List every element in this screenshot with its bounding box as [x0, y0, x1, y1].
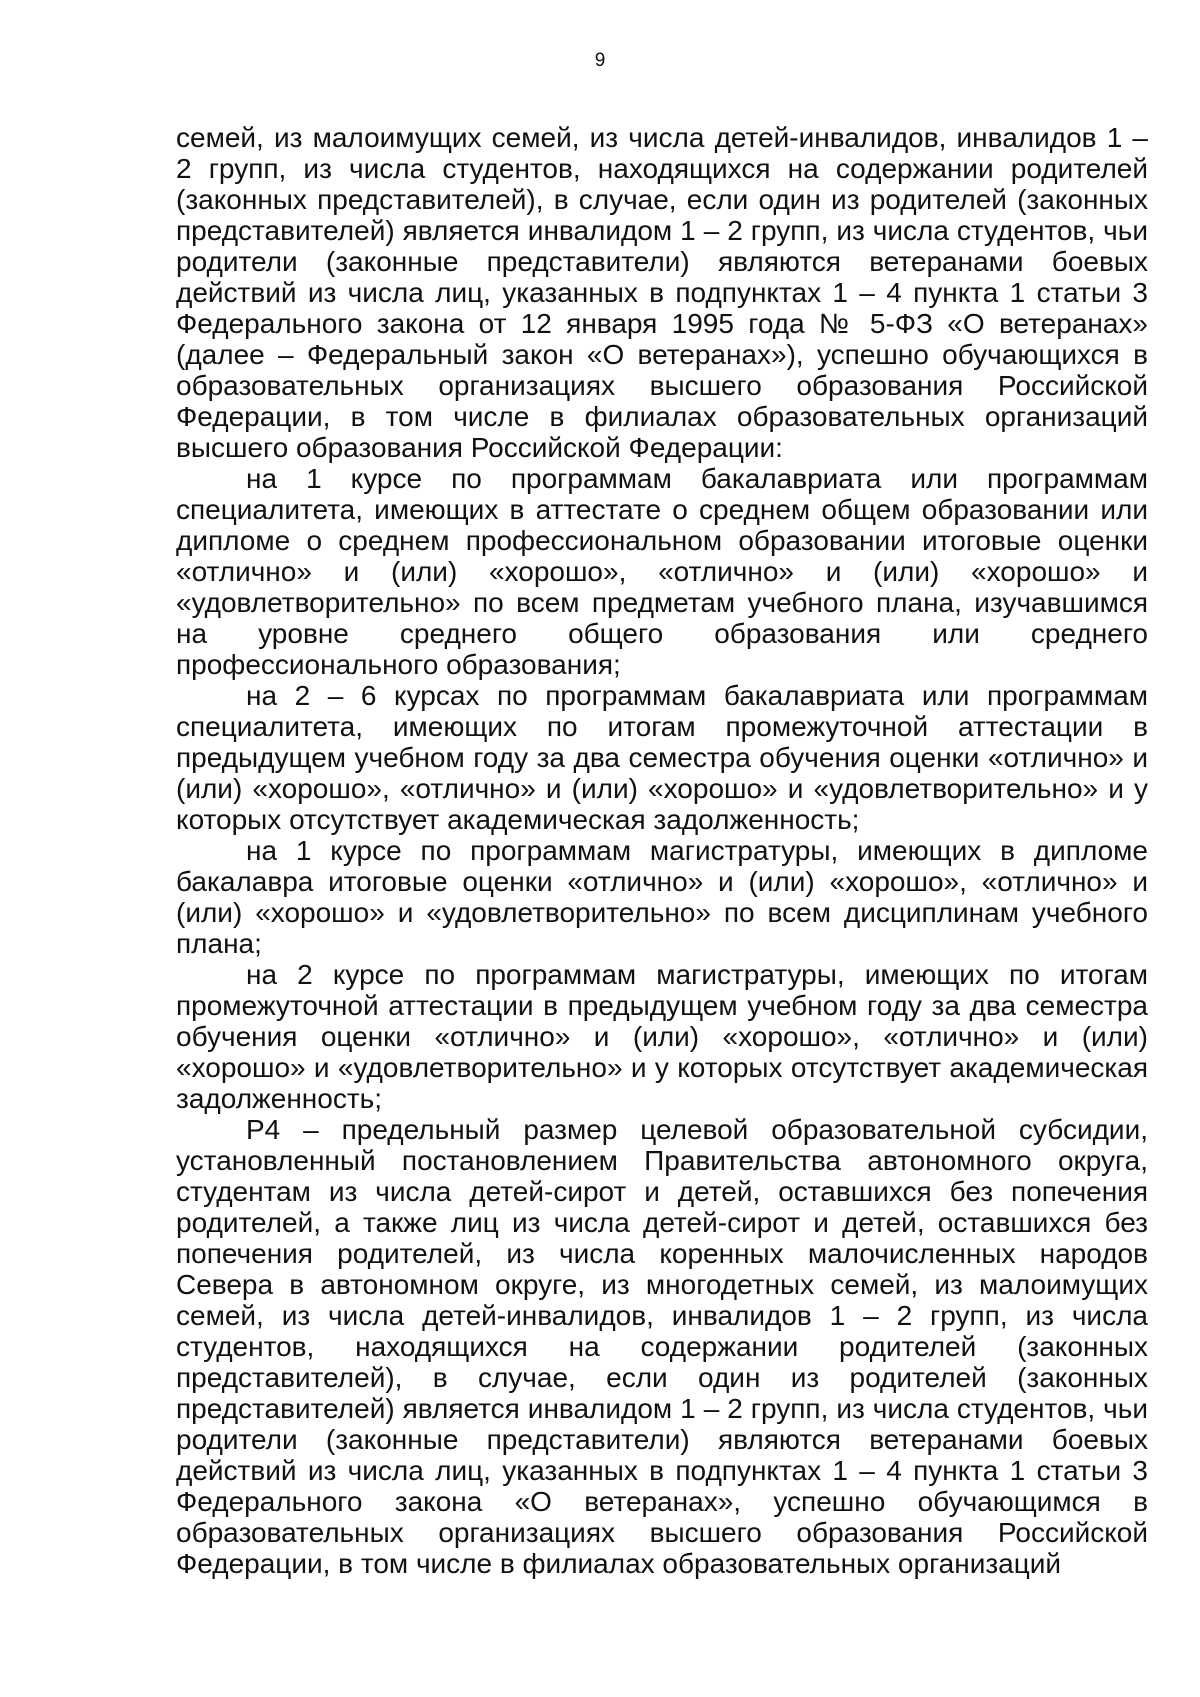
page-number: 9	[594, 50, 606, 71]
paragraph-master-first-course: на 1 курсе по программам магистратуры, имеющих в дипломе бакалавра итоговые оценки «отлично» и (или) «хорошо», «отлично» и (или) «хорошо» и «удовлетворительно» по всем дисциплинам учебного плана;	[176, 835, 1148, 959]
paragraph-p4-definition: Р4 – предельный размер целевой образовательной субсидии, установленный постановлением Правительства автономного округа, студентам из числа детей-сирот и детей, оставшихся без попечения родителей, а также лиц из числа детей-сирот и детей, оставшихся без попечения родителей, из числа коренных малочисленных народов Севера в автономном округе, из многодетных семей, из малоимущих семей, из числа детей-инвалидов, инвалидов 1 – 2 групп, из числа студентов, находящихся на содержании родителей (законных представителей), в случае, если один из родителей (законных представителей) является инвалидом 1 – 2 групп, из числа студентов, чьи родители (законные представители) являются ветеранами боевых действий из числа лиц, указанных в подпунктах 1 – 4 пункта 1 статьи 3 Федерального закона «О ветеранах», успешно обучающимся в образовательных организациях высшего образования Российской Федерации, в том числе в филиалах образовательных организаций	[176, 1114, 1148, 1579]
paragraph-bachelor-2-6-courses: на 2 – 6 курсах по программам бакалавриата или программам специалитета, имеющих по итогам промежуточной аттестации в предыдущем учебном году за два семестра обучения оценки «отлично» и (или) «хорошо», «отлично» и (или) «хорошо» и «удовлетворительно» и у которых отсутствует академическая задолженность;	[176, 680, 1148, 835]
document-body	[176, 122, 1148, 1579]
paragraph-continuation: семей, из малоимущих семей, из числа детей-инвалидов, инвалидов 1 – 2 групп, из числа студентов, находящихся на содержании родителей (законных представителей), в случае, если один из родителей (законных представителей) является инвалидом 1 – 2 групп, из числа студентов, чьи родители (законные представители) являются ветеранами боевых действий из числа лиц, указанных в подпунктах 1 – 4 пункта 1 статьи 3 Федерального закона от 12 января 1995 года № 5-ФЗ «О ветеранах» (далее – Федеральный закон «О ветеранах»), успешно обучающихся в образовательных организациях высшего образования Российской Федерации, в том числе в филиалах образовательных организаций высшего образования Российской Федерации:	[176, 122, 1148, 463]
paragraph-bachelor-first-course: на 1 курсе по программам бакалавриата или программам специалитета, имеющих в аттестате о среднем общем образовании или дипломе о среднем профессиональном образовании итоговые оценки «отлично» и (или) «хорошо», «отлично» и (или) «хорошо» и «удовлетворительно» по всем предметам учебного плана, изучавшимся на уровне среднего общего образования или среднего профессионального образования;	[176, 463, 1148, 680]
paragraph-master-second-course: на 2 курсе по программам магистратуры, имеющих по итогам промежуточной аттестации в предыдущем учебном году за два семестра обучения оценки «отлично» и (или) «хорошо», «отлично» и (или) «хорошо» и «удовлетворительно» и у которых отсутствует академическая задолженность;	[176, 959, 1148, 1114]
